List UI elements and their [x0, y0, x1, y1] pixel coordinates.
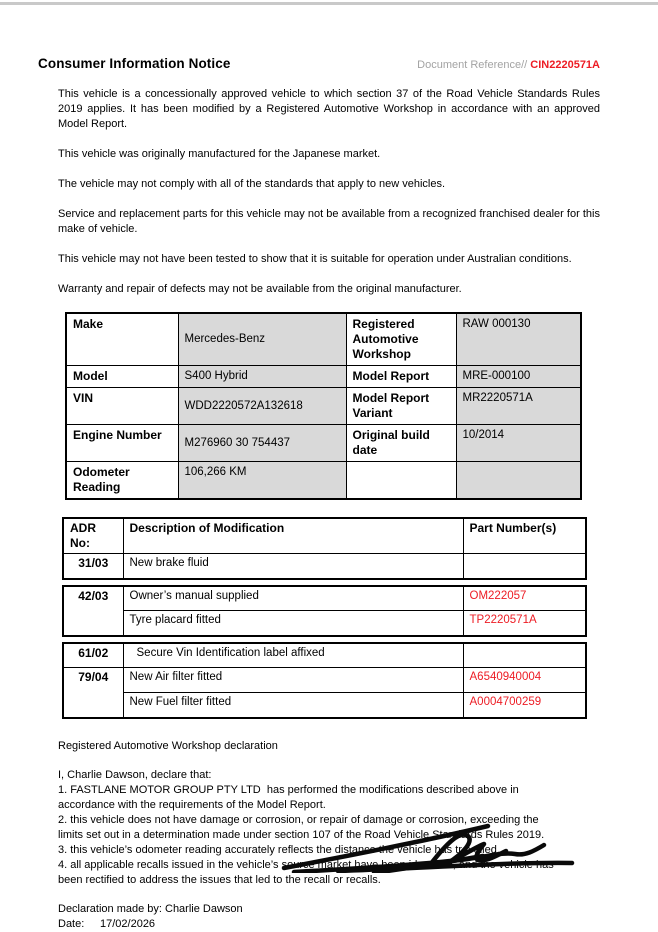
table-row [66, 425, 581, 462]
adr-number: 79/04 [63, 668, 123, 718]
modifications-table-group-42-03 [62, 585, 587, 637]
table-row [63, 611, 586, 636]
intro-paragraph: This vehicle was originally manufactured for the Japanese market. [58, 148, 381, 160]
part-number [463, 554, 586, 579]
modification-description: New Fuel filter fitted [123, 693, 463, 718]
empty-label-cell [346, 462, 456, 500]
vehicle-details-table [65, 312, 582, 500]
engine-number-value: M276960 30 754437 [178, 425, 346, 462]
declaration-line: accordance with the requirements of the Model Report. [58, 798, 326, 811]
modification-description: Owner’s manual supplied [123, 586, 463, 611]
declaration-line: limits set out in a determination made under section 107 of the Road Vehicle Standards Rules 2019. [58, 828, 545, 841]
adr-number: 42/03 [63, 586, 123, 636]
table-row [66, 313, 581, 366]
model-report-label: Model Report [346, 366, 456, 388]
vehicle-make-label: Make [66, 313, 178, 366]
intro-paragraph: This vehicle is a concessionally approved vehicle to which section 37 of the Road Vehicle Standards Rules 2019 applies. It has been modified by a Registered Automotive Workshop in accordance with an approved Model Report. [58, 88, 600, 130]
declaration-line: 1. FASTLANE MOTOR GROUP PTY LTD has performed the modifications described above in [58, 783, 519, 796]
signature-scrawl-icon [278, 818, 578, 873]
part-number: OM222057 [463, 586, 586, 611]
modification-description: Secure Vin Identification label affixed [123, 643, 463, 668]
table-row [66, 366, 581, 388]
declaration-date-row [58, 917, 600, 932]
intro-paragraph: The vehicle may not comply with all of the standards that apply to new vehicles. [58, 178, 446, 190]
table-row [63, 668, 586, 693]
model-report-variant-value: MR2220571A [456, 388, 581, 425]
document-reference [417, 59, 600, 71]
intro-paragraph: Service and replacement parts for this vehicle may not be available from a recognized franchised dealer for this make of vehicle. [58, 208, 600, 235]
vin-value: WDD2220572A132618 [178, 388, 346, 425]
declaration-heading: Registered Automotive Workshop declaration [58, 739, 278, 752]
modification-description: New brake fluid [123, 554, 463, 579]
table-header-row [63, 518, 586, 554]
odometer-label: Odometer Reading [66, 462, 178, 500]
table-row [66, 388, 581, 425]
declaration-line: 3. this vehicle’s odometer reading accurately reflects the distance the vehicle has travelled. [58, 843, 500, 856]
odometer-value: 106,266 KM [178, 462, 346, 500]
part-number: A0004700259 [463, 693, 586, 718]
page-top-divider [0, 2, 658, 5]
empty-value-cell [456, 462, 581, 500]
table-row [63, 554, 586, 579]
modifications-table-header-block [62, 517, 587, 580]
declaration-line: 2. this vehicle does not have damage or corrosion, or repair of damage or corrosion, exceeding the [58, 813, 539, 826]
raw-value: RAW 000130 [456, 313, 581, 366]
original-build-date-value: 10/2014 [456, 425, 581, 462]
declaration-line: 4. all applicable recalls issued in the vehicle’s source market have been identified, and the vehicle has [58, 858, 554, 871]
vehicle-model-value: S400 Hybrid [178, 366, 346, 388]
intro-paragraph: Warranty and repair of defects may not be available from the original manufacturer. [58, 283, 462, 295]
table-row [63, 586, 586, 611]
declaration-made-by: Declaration made by: Charlie Dawson [58, 902, 243, 915]
declaration-line: been rectified to address the issues that led to the recall or recalls. [58, 873, 381, 886]
original-build-date-label: Original build date [346, 425, 456, 462]
document-reference-value: CIN2220571A [530, 59, 600, 71]
model-report-variant-label: Model Report Variant [346, 388, 456, 425]
table-row [63, 693, 586, 718]
description-header: Description of Modification [123, 518, 463, 554]
document-header [38, 56, 600, 71]
adr-number: 61/02 [63, 643, 123, 668]
table-row [66, 462, 581, 500]
vin-label: VIN [66, 388, 178, 425]
date-label: Date: [58, 917, 85, 930]
table-row [63, 643, 586, 668]
modifications-table-group-61-79 [62, 642, 587, 719]
declaration-line: I, Charlie Dawson, declare that: [58, 768, 212, 781]
raw-label: Registered Automotive Workshop [346, 313, 456, 366]
part-number [463, 643, 586, 668]
modification-description: Tyre placard fitted [123, 611, 463, 636]
model-report-value: MRE-000100 [456, 366, 581, 388]
modification-description: New Air filter fitted [123, 668, 463, 693]
date-value: 17/02/2026 [100, 917, 156, 930]
engine-number-label: Engine Number [66, 425, 178, 462]
vehicle-make-value: Mercedes-Benz [178, 313, 346, 366]
part-numbers-header: Part Number(s) [463, 518, 586, 554]
part-number: TP2220571A [463, 611, 586, 636]
adr-no-header: ADR No: [63, 518, 123, 554]
vehicle-model-label: Model [66, 366, 178, 388]
intro-paragraph: This vehicle may not have been tested to show that it is suitable for operation under Australian conditions. [58, 253, 572, 265]
handwritten-signature [278, 818, 578, 873]
intro-paragraphs [58, 87, 600, 297]
document-reference-label: Document Reference// [417, 59, 528, 71]
adr-number: 31/03 [63, 554, 123, 579]
modifications-section [62, 517, 585, 719]
page-title: Consumer Information Notice [38, 56, 231, 71]
part-number: A6540940004 [463, 668, 586, 693]
